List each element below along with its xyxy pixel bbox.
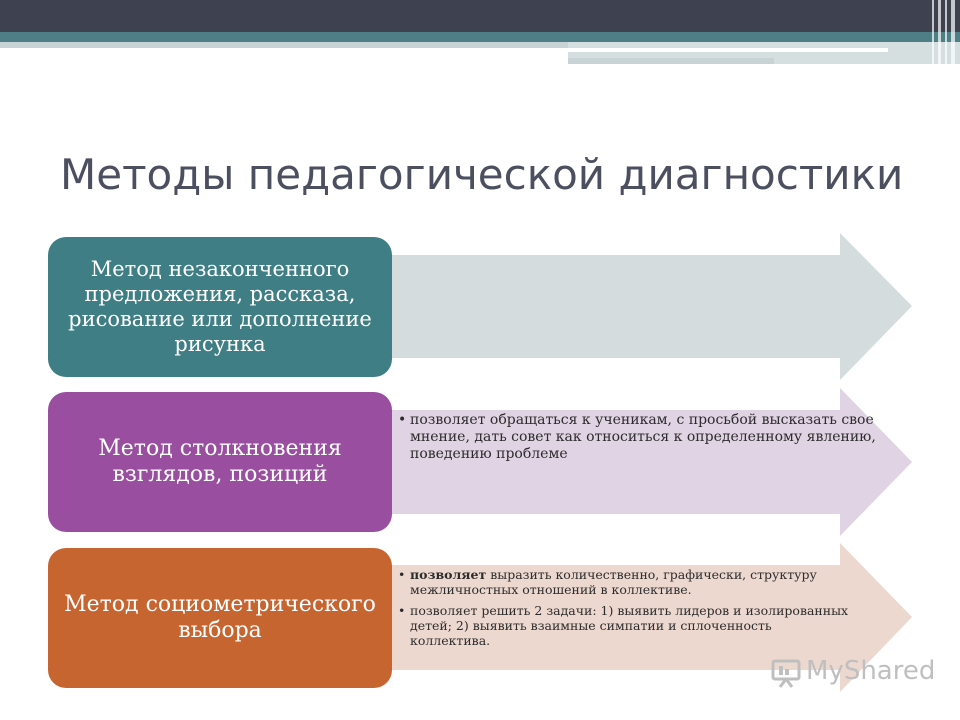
detail-item bbox=[410, 567, 855, 598]
method-label: Метод столкновения взглядов, позиций bbox=[98, 435, 342, 487]
detail-bold: позволяет bbox=[410, 567, 487, 582]
method-box-views-clash bbox=[48, 392, 392, 532]
method-2-details bbox=[396, 412, 880, 463]
detail-item bbox=[410, 603, 855, 649]
detail-text: позволяет решить 2 задачи: 1) выявить лидеров и изолированных детей; 2) выявить взаимные симпатии и сплоченность коллектива. bbox=[410, 602, 849, 648]
detail-item: • позволяет обращаться к ученикам, с просьбой высказать свое мнение, дать совет как относиться к определенному явлению, поведению проблеме bbox=[410, 412, 880, 463]
method-label: Метод незаконченного предложения, рассказа, рисование или дополнение рисунка bbox=[68, 256, 372, 357]
method-box-sociometric bbox=[48, 548, 392, 688]
method-3-details bbox=[396, 567, 855, 653]
watermark bbox=[770, 654, 940, 694]
slide-title: Методы педагогической диагностики bbox=[60, 150, 904, 199]
detail-text: выразить количественно, графически, структуру межличностных отношений в коллективе. bbox=[410, 567, 817, 598]
method-label: Метод социометрического выбора bbox=[64, 591, 376, 643]
presentation-icon bbox=[770, 656, 802, 688]
watermark-text: MyShared bbox=[806, 656, 936, 686]
method-box-incomplete-sentence bbox=[48, 237, 392, 377]
